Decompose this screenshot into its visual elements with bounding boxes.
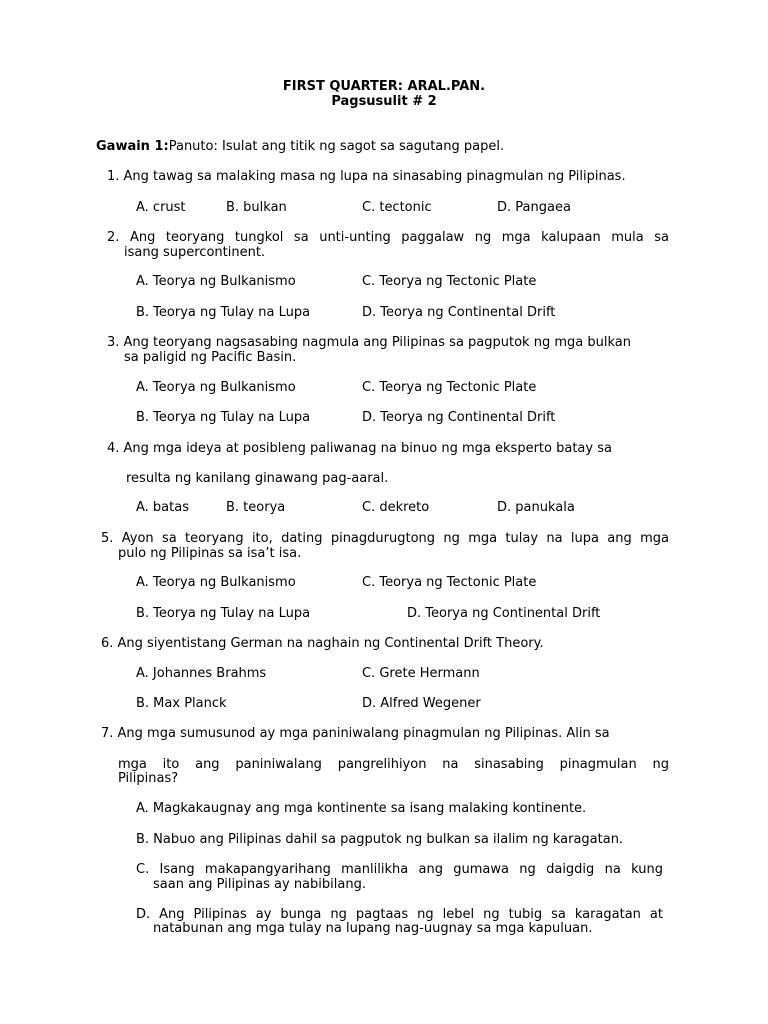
q5-choice-a: A. Teorya ng Bulkanismo [136, 575, 296, 590]
q4-line-1: 4. Ang mga ideya at posibleng paliwanag na binuo ng mga eksperto batay sa [107, 441, 612, 456]
q2-choice-b: B. Teorya ng Tulay na Lupa [136, 305, 311, 320]
q7-choice-c-line-1: C. Isang makapangyarihang manlilikha ang gumawa ng daigdig na kung [136, 862, 663, 877]
q4-choice-c: C. dekreto [362, 500, 430, 515]
q5-choice-c: C. Teorya ng Tectonic Plate [362, 575, 537, 590]
q7-choice-a: A. Magkakaugnay ang mga kontinente sa isang malaking kontinente. [136, 801, 587, 816]
q1-choice-d: D. Pangaea [497, 200, 571, 215]
question-5 [101, 531, 669, 546]
q7-choice-c-wrap [136, 862, 663, 877]
q3-choice-b: B. Teorya ng Tulay na Lupa [136, 410, 311, 425]
q2-choice-d: D. Teorya ng Continental Drift [362, 305, 556, 320]
q1-choice-c: C. tectonic [362, 200, 432, 215]
q5-choice-d: D. Teorya ng Continental Drift [407, 606, 601, 621]
question-1: 1. Ang tawag sa malaking masa ng lupa na sinasabing pinagmulan ng Pilipinas. [107, 169, 626, 184]
q3-choice-c: C. Teorya ng Tectonic Plate [362, 380, 537, 395]
q1-choice-a: A. crust [136, 200, 186, 215]
q1-choice-b: B. bulkan [226, 200, 287, 215]
q5-line-1: 5. Ayon sa teoryang ito, dating pinagdurugtong ng mga tulay na lupa ang mga [101, 531, 669, 546]
q7-choice-d-line-2: natabunan ang mga tulay na lupang nag-uugnay sa mga kapuluan. [153, 921, 593, 936]
q7-line-3: Pilipinas? [118, 771, 179, 786]
q2-line-1: 2. Ang teoryang tungkol sa unti-unting paggalaw ng mga kalupaan mula sa [107, 230, 669, 245]
q7-choice-d-line-1: D. Ang Pilipinas ay bunga ng pagtaas ng lebel ng tubig sa karagatan at [136, 907, 663, 922]
q6-choice-d: D. Alfred Wegener [362, 696, 481, 711]
q4-choice-b: B. teorya [226, 500, 286, 515]
q6-choice-c: C. Grete Hermann [362, 666, 480, 681]
q2-choice-a: A. Teorya ng Bulkanismo [136, 274, 296, 289]
q5-choice-b: B. Teorya ng Tulay na Lupa [136, 606, 311, 621]
q5-line-2: pulo ng Pilipinas sa isa’t isa. [118, 546, 302, 561]
q2-line-2: isang supercontinent. [124, 245, 266, 260]
q7-choice-c-line-2: saan ang Pilipinas ay nabibilang. [153, 877, 366, 892]
q3-line-2: sa paligid ng Pacific Basin. [124, 350, 297, 365]
q7-line-1: 7. Ang mga sumusunod ay mga paniniwalang pinagmulan ng Pilipinas. Alin sa [101, 726, 610, 741]
q4-choice-a: A. batas [136, 500, 189, 515]
q4-line-2: resulta ng kanilang ginawang pag-aaral. [126, 471, 389, 486]
question-2 [107, 230, 669, 245]
q3-line-1: 3. Ang teoryang nagsasabing nagmula ang Pilipinas sa pagputok ng mga bulkan [107, 335, 631, 350]
q6-choice-b: B. Max Planck [136, 696, 227, 711]
instruction [96, 139, 504, 154]
q3-choice-d: D. Teorya ng Continental Drift [362, 410, 556, 425]
question-6: 6. Ang siyentistang German na naghain ng Continental Drift Theory. [101, 636, 544, 651]
q6-choice-a: A. Johannes Brahms [136, 666, 267, 681]
q3-choice-a: A. Teorya ng Bulkanismo [136, 380, 296, 395]
instruction-text: Panuto: Isulat ang titik ng sagot sa sagutang papel. [168, 139, 505, 154]
q2-choice-c: C. Teorya ng Tectonic Plate [362, 274, 537, 289]
q7-choice-b: B. Nabuo ang Pilipinas dahil sa pagputok ng bulkan sa ilalim ng karagatan. [136, 832, 624, 847]
q7-line-2-wrap [118, 757, 669, 772]
page-subtitle: Pagsusulit # 2 [331, 94, 437, 109]
instruction-label: Gawain 1: [96, 139, 169, 154]
page-title: FIRST QUARTER: ARAL.PAN. [282, 79, 486, 94]
q7-choice-d-wrap [136, 907, 663, 922]
q7-line-2: mga ito ang paniniwalang pangrelihiyon na sinasabing pinagmulan ng [118, 757, 669, 772]
q4-choice-d: D. panukala [497, 500, 575, 515]
